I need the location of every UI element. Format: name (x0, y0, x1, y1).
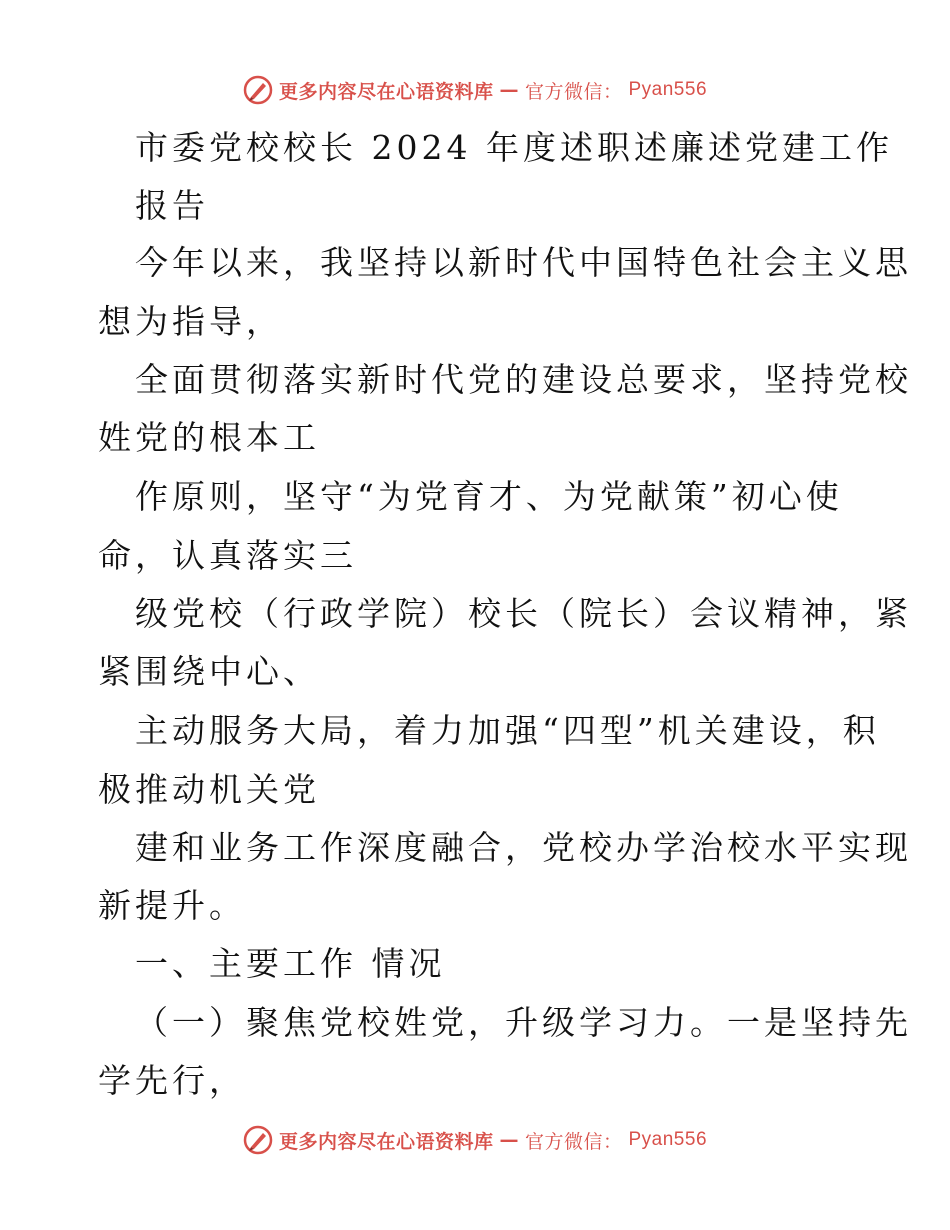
pen-logo-icon (243, 1125, 273, 1155)
paragraph-line: （一）聚焦党校姓党，升级学习力。一是坚持先 (135, 1003, 912, 1042)
watermark-brand: 更多内容尽在心语资料库 (278, 1130, 494, 1153)
paragraph-line: 今年以来，我坚持以新时代中国特色社会主义思 (135, 243, 912, 282)
footer-watermark (0, 1120, 950, 1160)
paragraph-line: 主动服务大局，着力加强“四型”机关建设，积 (135, 711, 880, 750)
paragraph-line: 紧围绕中心、 (98, 652, 320, 691)
paragraph-line: 想为指导， (98, 302, 283, 341)
watermark-wechat-id: Pyan556 (628, 1129, 708, 1150)
document-title-line-2: 报告 (135, 186, 209, 225)
watermark-dash: — (499, 79, 519, 101)
watermark-dash: — (499, 1129, 519, 1151)
pen-logo-icon (243, 75, 273, 105)
watermark-wechat-id: Pyan556 (628, 79, 708, 100)
paragraph-line: 极推动机关党 (98, 770, 320, 809)
paragraph-line: 全面贯彻落实新时代党的建设总要求，坚持党校 (135, 360, 912, 399)
document-title-line-1: 市委党校校长 2024 年度述职述廉述党建工作 (135, 128, 893, 167)
section-heading: 一、主要工作 情况 (135, 944, 446, 983)
watermark-brand: 更多内容尽在心语资料库 (278, 80, 494, 103)
paragraph-line: 级党校（行政学院）校长（院长）会议精神，紧 (135, 594, 912, 633)
paragraph-line: 姓党的根本工 (98, 418, 320, 457)
watermark-label: 官方微信： (524, 80, 623, 103)
watermark-label: 官方微信： (524, 1130, 623, 1153)
paragraph-line: 作原则，坚守“为党育才、为党献策”初心使 (135, 477, 843, 516)
paragraph-line: 学先行， (98, 1061, 246, 1100)
paragraph-line: 新提升。 (98, 886, 246, 925)
paragraph-line: 建和业务工作深度融合，党校办学治校水平实现 (135, 828, 912, 867)
header-watermark (0, 70, 950, 110)
paragraph-line: 命，认真落实三 (98, 536, 357, 575)
